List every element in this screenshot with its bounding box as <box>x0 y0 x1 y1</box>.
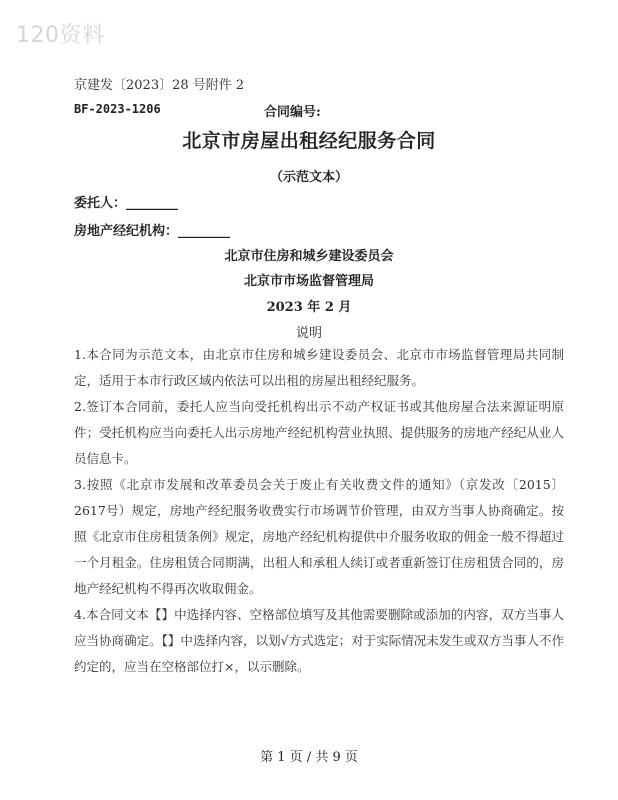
explanation-item-1: 1.本合同为示范文本，由北京市住房和城乡建设委员会、北京市市场监督管理局共同制定，适用于本市行政区域内依法可以出租的房屋出租经纪服务。 <box>74 347 564 388</box>
document-code: BF-2023-1206 <box>74 102 161 116</box>
explanation-item-2: 2.签订本合同前，委托人应当向受托机构出示不动产权证书或其他房屋合法来源证明原件；受托机构应当向委托人出示房地产经纪机构营业执照、提供服务的房地产经纪从业人员信息卡。 <box>74 399 564 466</box>
issuer-housing-commission: 北京市住房和城乡建设委员会 <box>224 249 394 264</box>
watermark-logo-text: 120资料 <box>16 23 105 48</box>
issuer-market-regulation: 北京市市场监督管理局 <box>243 274 374 289</box>
contract-number-label: 合同编号: <box>264 105 321 120</box>
contract-title: 北京市房屋出租经纪服务合同 <box>182 130 436 152</box>
page-indicator: 第 1 页 / 共 9 页 <box>260 750 358 765</box>
agency-field: 房地产经纪机构：________ <box>74 224 231 239</box>
explanation-item-4: 4.本合同文本【】中选择内容、空格部位填写及其他需要删除或添加的内容，双方当事人应当协商确定。【】中选择内容，以划√方式选定；对于实际情况未发生或双方当事人不作约定的，应当在空格部位打×，以示删除。 <box>74 607 564 674</box>
attachment-reference: 京建发〔2023〕28 号附件 2 <box>74 78 245 93</box>
client-field: 委托人：________ <box>74 196 179 211</box>
issue-date: 2023 年 2 月 <box>266 300 352 315</box>
contract-subtitle: （示范文本） <box>269 170 348 185</box>
explanation-heading: 说明 <box>295 326 322 341</box>
explanation-item-3: 3.按照《北京市发展和改革委员会关于废止有关收费文件的通知》（京发改〔2015〕2617号）规定，房地产经纪服务收费实行市场调节价管理，由双方当事人协商确定。按照《北京市住房租赁条例》规定，房地产经纪机构提供中介服务收取的佣金一般不得超过一个月租金。住房租赁合同期满，出租人和承租人续订或者重新签订住房租赁合同的，房地产经纪机构不得再次收取佣金。 <box>74 477 564 596</box>
